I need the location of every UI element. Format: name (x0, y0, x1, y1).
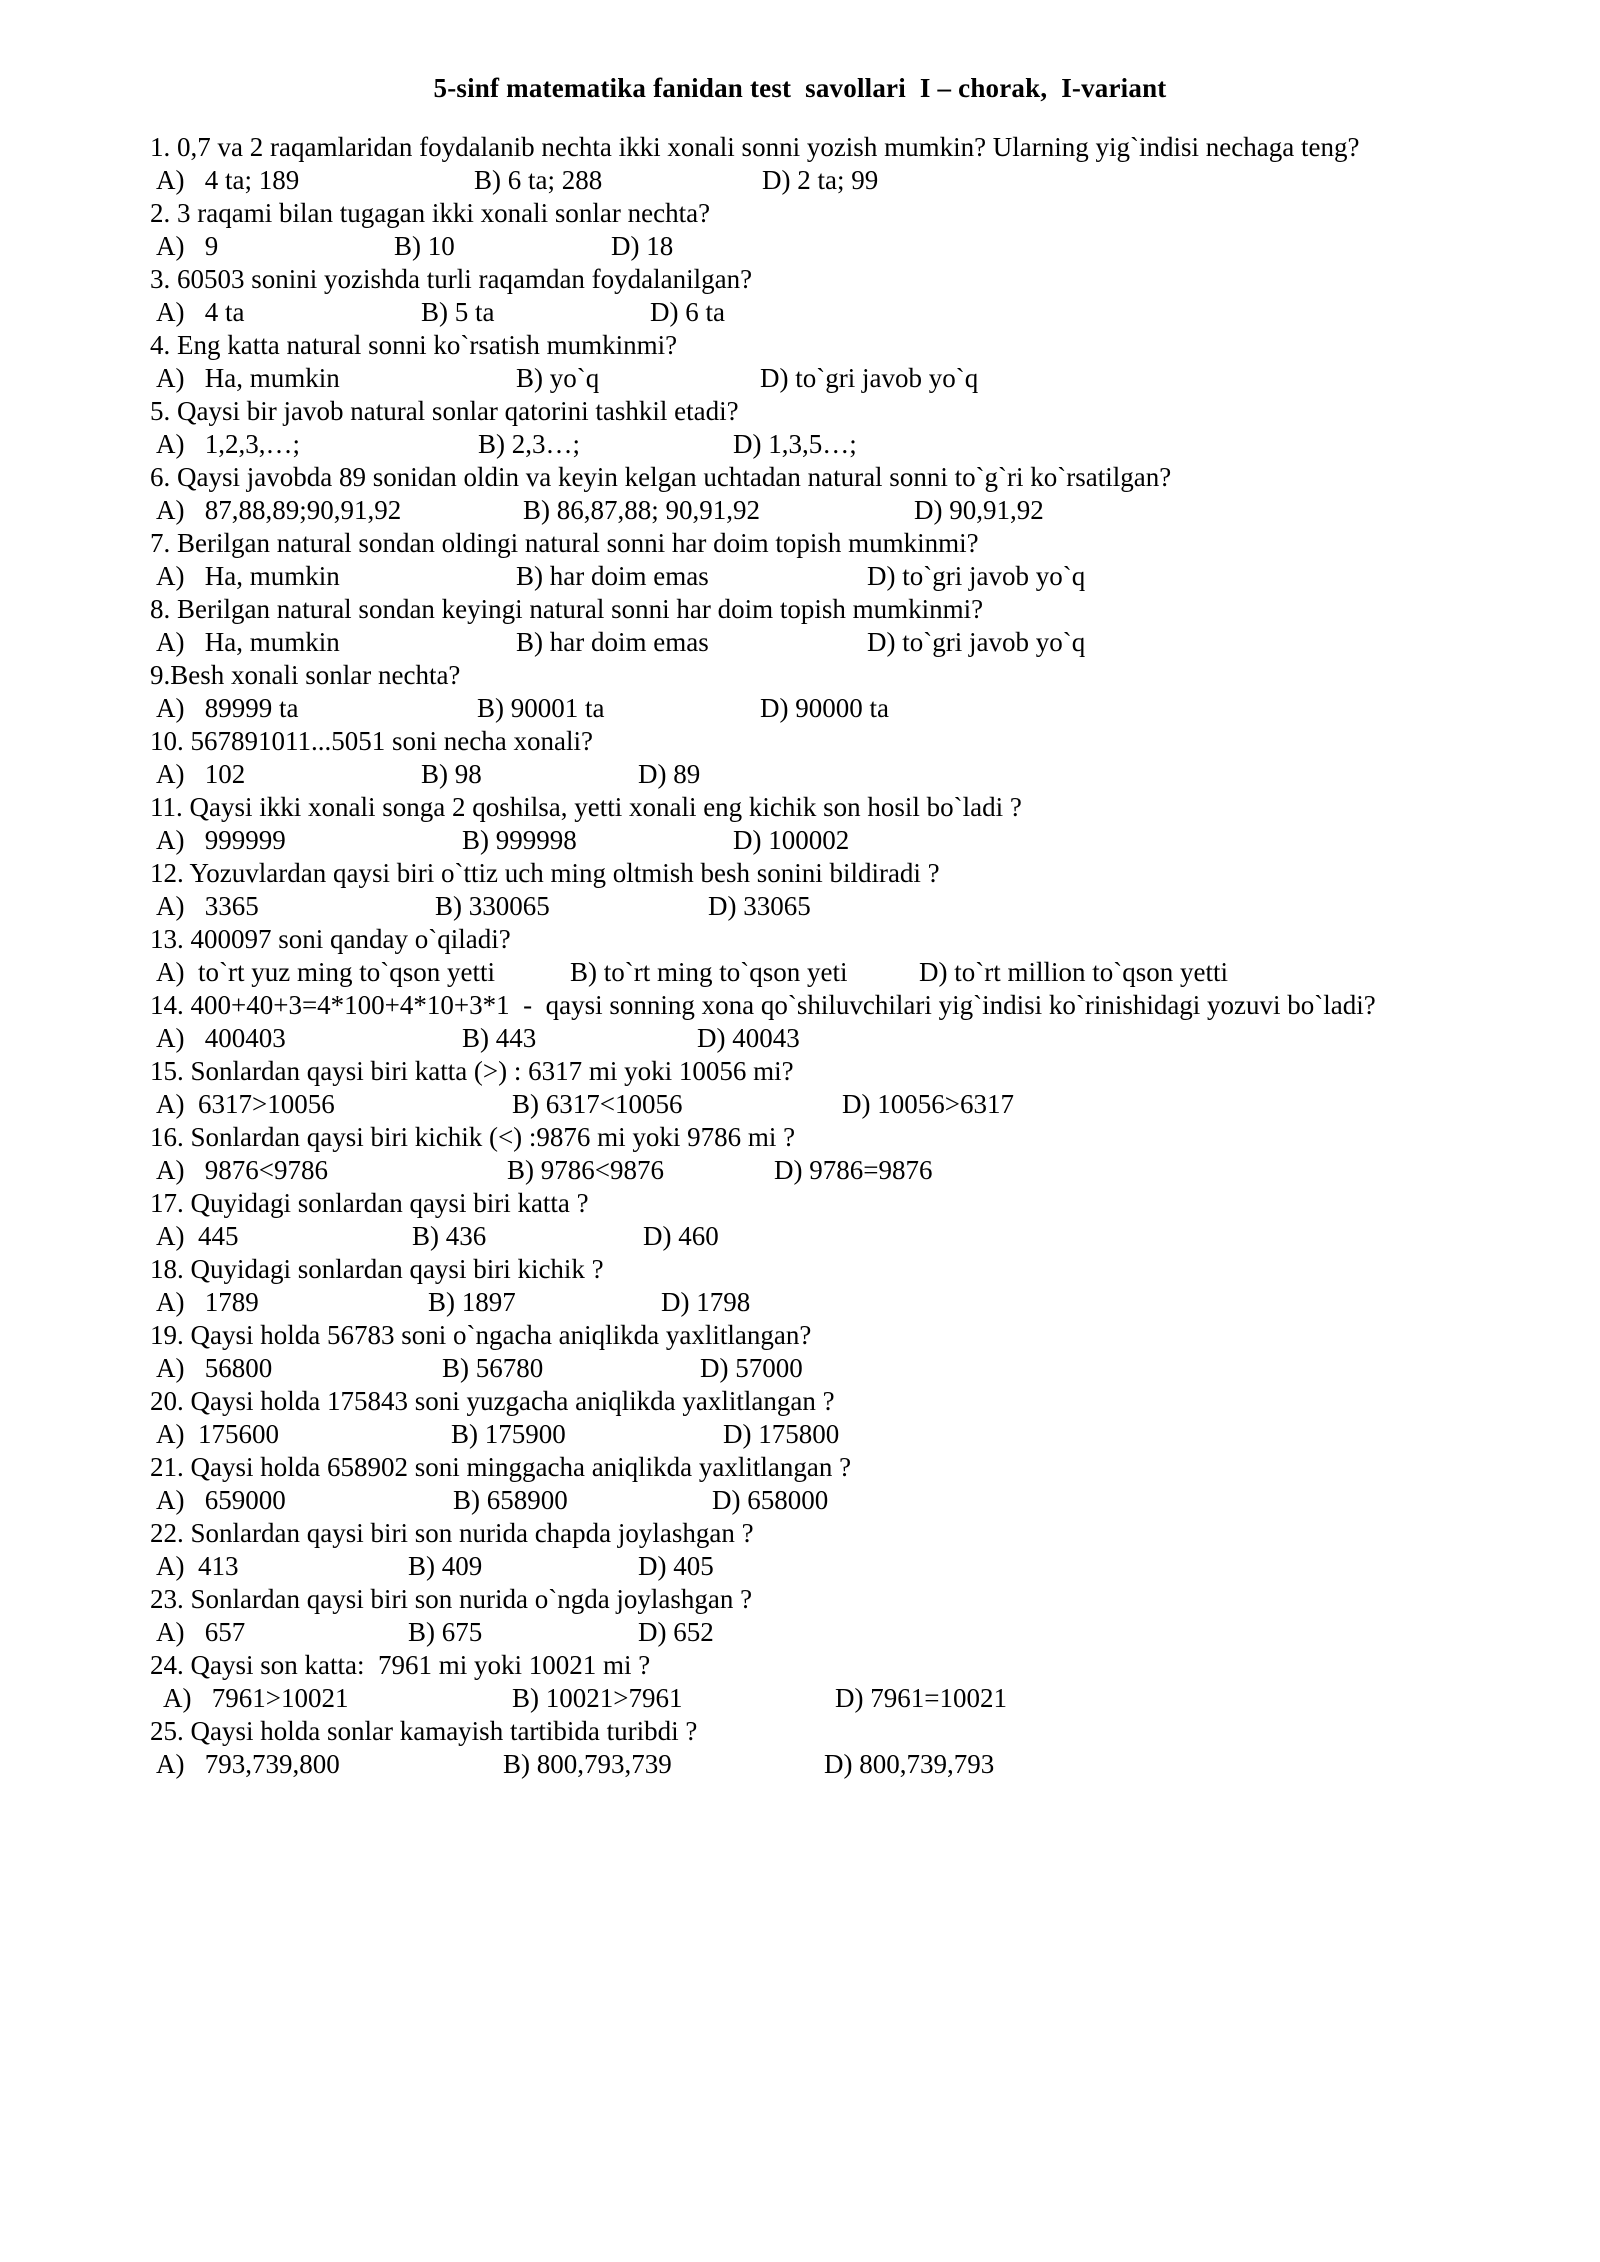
option-b: B) har doim emas (516, 627, 709, 657)
option-b: B) 2,3…; (478, 429, 581, 459)
option-b: B) 10 (394, 231, 455, 261)
option-a: A) 9 (156, 231, 219, 261)
option-b: B) 330065 (435, 891, 550, 921)
question-block (0, 1385, 1600, 1451)
options-row (0, 164, 1600, 197)
question-text: 14. 400+40+3=4*100+4*10+3*1 - qaysi sonning xona qo`shiluvchilari yig`indisi ko`rinishidagi yozuvi bo`ladi? (150, 990, 1376, 1020)
option-d: D) 33065 (708, 891, 811, 921)
option-a: A) 657 (156, 1617, 246, 1647)
options-row (0, 1022, 1600, 1055)
option-d: D) 800,739,793 (824, 1749, 995, 1779)
option-b: B) to`rt ming to`qson yeti (570, 957, 848, 987)
option-d: D) 10056>6317 (842, 1089, 1014, 1119)
options-row (0, 1484, 1600, 1517)
question-text: 21. Qaysi holda 658902 soni minggacha aniqlikda yaxlitlangan ? (150, 1452, 852, 1482)
option-a: A) 659000 (156, 1485, 286, 1515)
question-block (0, 1715, 1600, 1781)
option-d: D) 7961=10021 (835, 1683, 1007, 1713)
option-a: A) Ha, mumkin (156, 363, 340, 393)
question-block (0, 1253, 1600, 1319)
option-d: D) to`gri javob yo`q (867, 627, 1086, 657)
option-b: B) 409 (408, 1551, 483, 1581)
options-row (0, 296, 1600, 329)
option-a: A) 445 (156, 1221, 239, 1251)
option-a: A) 56800 (156, 1353, 273, 1383)
options-row (0, 890, 1600, 923)
question-block (0, 1517, 1600, 1583)
option-a: A) 999999 (156, 825, 286, 855)
question-block (0, 1319, 1600, 1385)
option-b: B) 999998 (462, 825, 577, 855)
option-b: B) 9786<9876 (507, 1155, 664, 1185)
question-block (0, 197, 1600, 263)
question-text: 8. Berilgan natural sondan keyingi natural sonni har doim topish mumkinmi? (150, 594, 984, 624)
question-block (0, 263, 1600, 329)
option-b: B) 10021>7961 (512, 1683, 683, 1713)
option-a: A) to`rt yuz ming to`qson yetti (156, 957, 495, 987)
options-row (0, 230, 1600, 263)
option-a: A) 4 ta; 189 (156, 165, 300, 195)
options-row (0, 758, 1600, 791)
question-block (0, 923, 1600, 989)
question-text: 16. Sonlardan qaysi biri kichik (<) :9876 mi yoki 9786 mi ? (150, 1122, 796, 1152)
option-a: A) 175600 (156, 1419, 279, 1449)
option-a: A) 7961>10021 (163, 1683, 349, 1713)
option-d: D) to`gri javob yo`q (867, 561, 1086, 591)
question-block (0, 131, 1600, 197)
question-list (0, 131, 1600, 1781)
option-b: B) 175900 (451, 1419, 566, 1449)
option-a: A) 413 (156, 1551, 239, 1581)
option-d: D) to`rt million to`qson yetti (919, 957, 1228, 987)
question-text: 18. Quyidagi sonlardan qaysi biri kichik ? (150, 1254, 604, 1284)
question-text: 2. 3 raqami bilan tugagan ikki xonali sonlar nechta? (150, 198, 711, 228)
options-row (0, 1286, 1600, 1319)
option-b: B) 98 (421, 759, 482, 789)
question-block (0, 1583, 1600, 1649)
question-text: 13. 400097 soni qanday o`qiladi? (150, 924, 511, 954)
option-a: A) 400403 (156, 1023, 286, 1053)
question-block (0, 1187, 1600, 1253)
option-d: D) 1798 (661, 1287, 751, 1317)
option-b: B) 6317<10056 (512, 1089, 683, 1119)
options-row (0, 692, 1600, 725)
option-d: D) to`gri javob yo`q (760, 363, 979, 393)
option-a: A) Ha, mumkin (156, 561, 340, 591)
option-a: A) 102 (156, 759, 246, 789)
option-b: B) 443 (462, 1023, 537, 1053)
option-b: B) 56780 (442, 1353, 544, 1383)
option-d: D) 658000 (712, 1485, 829, 1515)
option-d: D) 40043 (697, 1023, 800, 1053)
options-row (0, 824, 1600, 857)
question-text: 11. Qaysi ikki xonali songa 2 qoshilsa, yetti xonali eng kichik son hosil bo`ladi ? (150, 792, 1022, 822)
options-row (0, 956, 1600, 989)
option-d: D) 18 (611, 231, 674, 261)
option-a: A) 3365 (156, 891, 259, 921)
options-row (0, 560, 1600, 593)
question-text: 20. Qaysi holda 175843 soni yuzgacha aniqlikda yaxlitlangan ? (150, 1386, 835, 1416)
option-d: D) 6 ta (650, 297, 725, 327)
option-d: D) 175800 (723, 1419, 840, 1449)
question-text: 6. Qaysi javobda 89 sonidan oldin va keyin kelgan uchtadan natural sonni to`g`ri ko`rsatilgan? (150, 462, 1172, 492)
question-text: 10. 567891011...5051 soni necha xonali? (150, 726, 593, 756)
option-d: D) 460 (643, 1221, 719, 1251)
question-block (0, 395, 1600, 461)
option-b: B) 86,87,88; 90,91,92 (523, 495, 761, 525)
options-row (0, 362, 1600, 395)
option-b: B) 6 ta; 288 (474, 165, 603, 195)
question-text: 12. Yozuvlardan qaysi biri o`ttiz uch ming oltmish besh sonini bildiradi ? (150, 858, 940, 888)
option-d: D) 90000 ta (760, 693, 889, 723)
question-block (0, 329, 1600, 395)
option-b: B) 436 (412, 1221, 487, 1251)
option-b: B) 90001 ta (477, 693, 605, 723)
question-block (0, 1649, 1600, 1715)
question-block (0, 725, 1600, 791)
option-d: D) 9786=9876 (774, 1155, 933, 1185)
options-row (0, 494, 1600, 527)
options-row (0, 1418, 1600, 1451)
options-row (0, 1088, 1600, 1121)
question-text: 7. Berilgan natural sondan oldingi natural sonni har doim topish mumkinmi? (150, 528, 979, 558)
option-d: D) 2 ta; 99 (762, 165, 879, 195)
question-block (0, 1451, 1600, 1517)
question-block (0, 791, 1600, 857)
option-d: D) 652 (638, 1617, 714, 1647)
question-block (0, 461, 1600, 527)
question-text: 17. Quyidagi sonlardan qaysi biri katta ? (150, 1188, 589, 1218)
options-row (0, 1616, 1600, 1649)
option-b: B) yo`q (516, 363, 600, 393)
question-text: 22. Sonlardan qaysi biri son nurida chapda joylashgan ? (150, 1518, 754, 1548)
question-block (0, 857, 1600, 923)
option-d: D) 90,91,92 (914, 495, 1044, 525)
option-a: A) 4 ta (156, 297, 245, 327)
question-text: 23. Sonlardan qaysi biri son nurida o`ngda joylashgan ? (150, 1584, 753, 1614)
options-row (0, 1748, 1600, 1781)
question-text: 24. Qaysi son katta: 7961 mi yoki 10021 mi ? (150, 1650, 651, 1680)
option-b: B) 5 ta (421, 297, 495, 327)
question-text: 25. Qaysi holda sonlar kamayish tartibida turibdi ? (150, 1716, 698, 1746)
page-title: 5-sinf matematika fanidan test savollari I – chorak, I-variant (433, 73, 1167, 103)
question-text: 9.Besh xonali sonlar nechta? (150, 660, 461, 690)
option-d: D) 57000 (700, 1353, 803, 1383)
question-text: 19. Qaysi holda 56783 soni o`ngacha aniqlikda yaxlitlangan? (150, 1320, 812, 1350)
question-text: 1. 0,7 va 2 raqamlaridan foydalanib nechta ikki xonali sonni yozish mumkin? Ularning yig`indisi nechaga teng? (150, 132, 1360, 162)
options-row (0, 1154, 1600, 1187)
question-text: 3. 60503 sonini yozishda turli raqamdan foydalanilgan? (150, 264, 753, 294)
option-b: B) 675 (408, 1617, 483, 1647)
options-row (0, 626, 1600, 659)
options-row (0, 428, 1600, 461)
question-text: 5. Qaysi bir javob natural sonlar qatorini tashkil etadi? (150, 396, 739, 426)
option-b: B) 1897 (428, 1287, 516, 1317)
option-a: A) 87,88,89;90,91,92 (156, 495, 402, 525)
option-a: A) 6317>10056 (156, 1089, 335, 1119)
question-block (0, 659, 1600, 725)
question-text: 4. Eng katta natural sonni ko`rsatish mumkinmi? (150, 330, 678, 360)
option-d: D) 100002 (733, 825, 850, 855)
question-block (0, 527, 1600, 593)
question-block (0, 1121, 1600, 1187)
option-a: A) 793,739,800 (156, 1749, 340, 1779)
option-d: D) 1,3,5…; (733, 429, 857, 459)
question-block (0, 1055, 1600, 1121)
option-b: B) 658900 (453, 1485, 568, 1515)
option-a: A) Ha, mumkin (156, 627, 340, 657)
option-a: A) 89999 ta (156, 693, 299, 723)
options-row (0, 1220, 1600, 1253)
options-row (0, 1550, 1600, 1583)
option-a: A) 1789 (156, 1287, 259, 1317)
option-a: A) 9876<9786 (156, 1155, 328, 1185)
options-row (0, 1682, 1600, 1715)
option-d: D) 89 (638, 759, 701, 789)
question-block (0, 989, 1600, 1055)
option-a: A) 1,2,3,…; (156, 429, 300, 459)
option-b: B) 800,793,739 (503, 1749, 672, 1779)
option-d: D) 405 (638, 1551, 714, 1581)
question-text: 15. Sonlardan qaysi biri katta (>) : 6317 mi yoki 10056 mi? (150, 1056, 794, 1086)
option-b: B) har doim emas (516, 561, 709, 591)
question-block (0, 593, 1600, 659)
options-row (0, 1352, 1600, 1385)
